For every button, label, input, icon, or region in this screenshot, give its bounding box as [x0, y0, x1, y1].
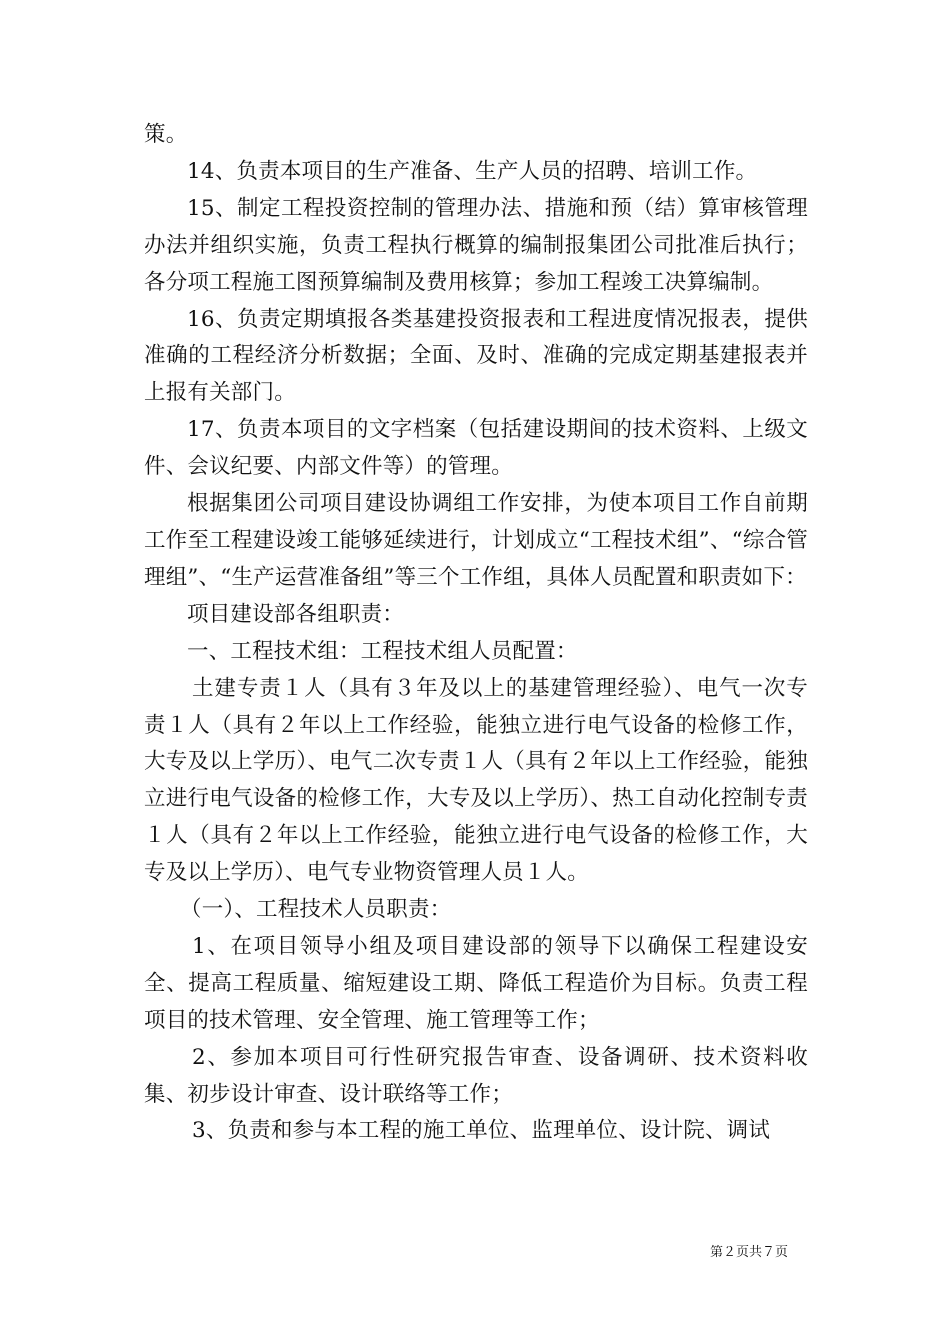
paragraph-item-17: 17、负责本项目的文字档案（包括建设期间的技术资料、上级文件、会议纪要、内部文件等）的管理。: [144, 417, 808, 480]
paragraph-engineering-group-heading: 一、工程技术组：工程技术组人员配置：: [187, 638, 578, 664]
paragraph-work-groups: 根据集团公司项目建设协调组工作安排，为使本项目工作自前期工作至工程建设竣工能够延续进行，计划成立“工程技术组”、“综合管理组”、“生产运营准备组”等三个工作组，具体人员配置和职责如下：: [144, 491, 808, 590]
document-body: [144, 117, 808, 1150]
paragraph-technical-duties-heading: （一）、工程技术人员职责：: [180, 897, 452, 923]
paragraph-continuation: 策。: [144, 122, 188, 147]
paragraph-item-16: 16、负责定期填报各类基建投资报表和工程进度情况报表，提供准确的工程经济分析数据；全面、及时、准确的完成定期基建报表并上报有关部门。: [144, 306, 808, 406]
paragraph-item-14: 14、负责本项目的生产准备、生产人员的招聘、培训工作。: [187, 158, 758, 184]
paragraph-duty-1: 1、在项目领导小组及项目建设部的领导下以确保工程建设安全、提高工程质量、缩短建设工期、降低工程造价为目标。负责工程项目的技术管理、安全管理、施工管理等工作；: [144, 933, 808, 1033]
paragraph-duty-3: 3、负责和参与本工程的施工单位、监理单位、设计院、调试: [192, 1118, 771, 1144]
paragraph-duty-2: 2、参加本项目可行性研究报告审查、设备调研、技术资料收集、初步设计审查、设计联络等工作；: [144, 1044, 808, 1107]
page-number: 第２页共７页: [710, 1245, 789, 1260]
paragraph-item-15: 15、制定工程投资控制的管理办法、措施和预（结）算审核管理办法并组织实施，负责工程执行概算的编制报集团公司批准后执行；各分项工程施工图预算编制及费用核算；参加工程竣工决算编制。: [144, 195, 808, 295]
paragraph-group-duties-heading: 项目建设部各组职责：: [187, 601, 405, 627]
paragraph-staffing: 土建专责１人（具有３年及以上的基建管理经验）、电气一次专责１人（具有２年以上工作经验，能独立进行电气设备的检修工作，大专及以上学历）、电气二次专责１人（具有２年以上工作经验，能独立进行电气设备的检修工作，大专及以上学历）、热工自动化控制专责１人（具有２年以上工作经验，能独立进行电气设备的检修工作，大专及以上学历）、电气专业物资管理人员１人。: [144, 675, 808, 886]
